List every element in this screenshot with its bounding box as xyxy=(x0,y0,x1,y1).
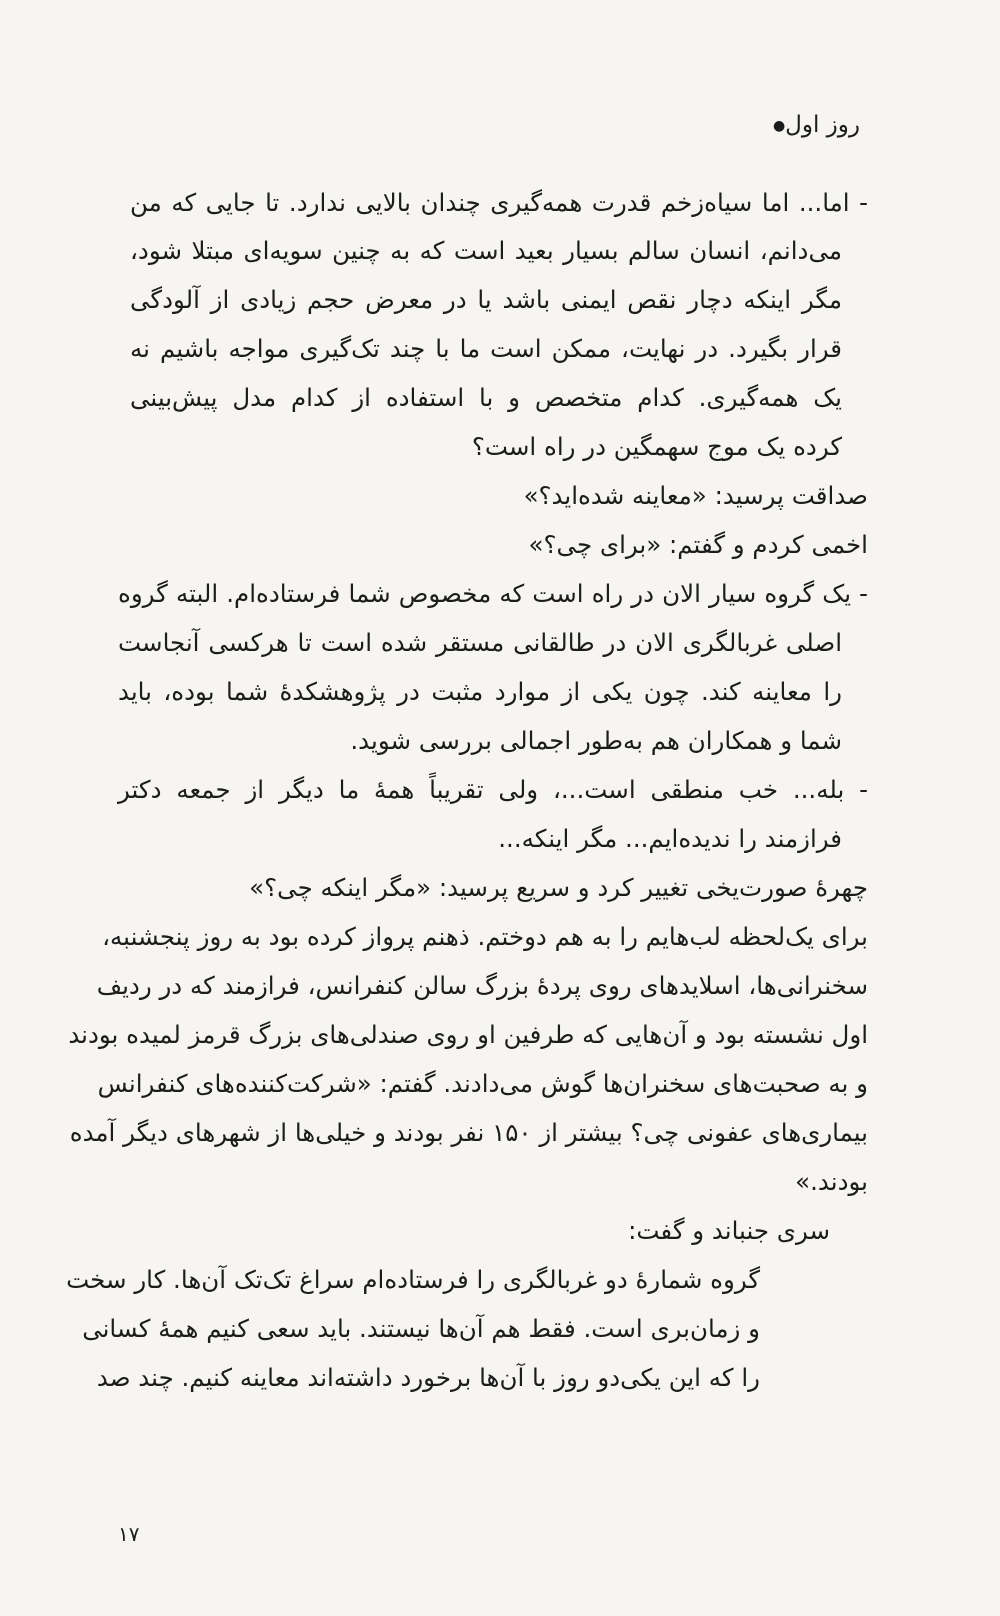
text-line: اول نشسته بود و آن‌هایی که طرفین او روی صندلی‌های بزرگ قرمز لمیده بودند xyxy=(68,1020,868,1049)
text-line: را که این یکی‌دو روز با آن‌ها برخورد داشته‌اند معاینه کنیم. چند صد xyxy=(96,1363,760,1392)
text-line: چهرهٔ صورت‌یخی تغییر کرد و سریع پرسید: «مگر اینکه چی؟» xyxy=(249,873,868,902)
text-line: و به صحبت‌های سخنران‌ها گوش می‌دادند. گفتم: «شرکت‌کننده‌های کنفرانس xyxy=(97,1069,868,1098)
bullet-icon: ● xyxy=(772,117,786,134)
text-line: سخنرانی‌ها، اسلایدهای روی پردهٔ بزرگ سالن کنفرانس، فرازمند که در ردیف xyxy=(96,971,868,1000)
text-line: - یک گروه سیار الان در راه است که مخصوص شما فرستاده‌ام. البته گروه xyxy=(118,579,868,608)
text-line: فرازمند را ندیده‌ایم... مگر اینکه... xyxy=(498,824,842,853)
text-line: مگر اینکه دچار نقص ایمنی باشد یا در معرض حجم زیادی از آلودگی xyxy=(130,285,842,314)
text-line: کرده یک موج سهمگین در راه است؟ xyxy=(471,432,842,461)
text-line: قرار بگیرد. در نهایت، ممکن است ما با چند تک‌گیری مواجه باشیم نه xyxy=(130,334,842,363)
text-line: اخمی کردم و گفتم: «برای چی؟» xyxy=(528,530,868,559)
text-line: صداقت پرسید: «معاینه شده‌اید؟» xyxy=(523,481,868,510)
running-head xyxy=(767,112,860,138)
text-line: بودند.» xyxy=(795,1167,868,1196)
text-line: بیماری‌های عفونی چی؟ بیشتر از ۱۵۰ نفر بودند و خیلی‌ها از شهرهای دیگر آمده xyxy=(69,1118,868,1147)
text-line: - بله... خب منطقی است...، ولی تقریباً همهٔ ما دیگر از جمعه دکتر xyxy=(118,775,868,804)
text-line: اصلی غربالگری الان در طالقانی مستقر شده است تا هرکسی آنجاست xyxy=(118,628,842,657)
text-line: یک همه‌گیری. کدام متخصص و با استفاده از کدام مدل پیش‌بینی xyxy=(130,383,842,412)
page-number: ۱۷ xyxy=(118,1522,140,1546)
running-head-text: روز اول xyxy=(785,112,860,138)
text-line: و زمان‌بری است. فقط هم آن‌ها نیستند. باید سعی کنیم همهٔ کسانی xyxy=(82,1314,760,1343)
text-line: سری جنباند و گفت: xyxy=(628,1216,830,1245)
text-line: شما و همکاران هم به‌طور اجمالی بررسی شوید. xyxy=(350,726,842,755)
text-line: می‌دانم، انسان سالم بسیار بعید است که به چنین سویه‌ای مبتلا شود، xyxy=(130,236,842,265)
text-line: گروه شمارهٔ دو غربالگری را فرستاده‌ام سراغ تک‌تک آن‌ها. کار سخت xyxy=(66,1265,760,1294)
text-line: برای یک‌لحظه لب‌هایم را به هم دوختم. ذهنم پرواز کرده بود به روز پنجشنبه، xyxy=(102,922,868,951)
text-line: را معاینه کند. چون یکی از موارد مثبت در پژوهشکدهٔ شما بوده، باید xyxy=(118,677,842,706)
text-line: - اما... اما سیاه‌زخم قدرت همه‌گیری چندان بالایی ندارد. تا جایی که من xyxy=(130,188,868,217)
